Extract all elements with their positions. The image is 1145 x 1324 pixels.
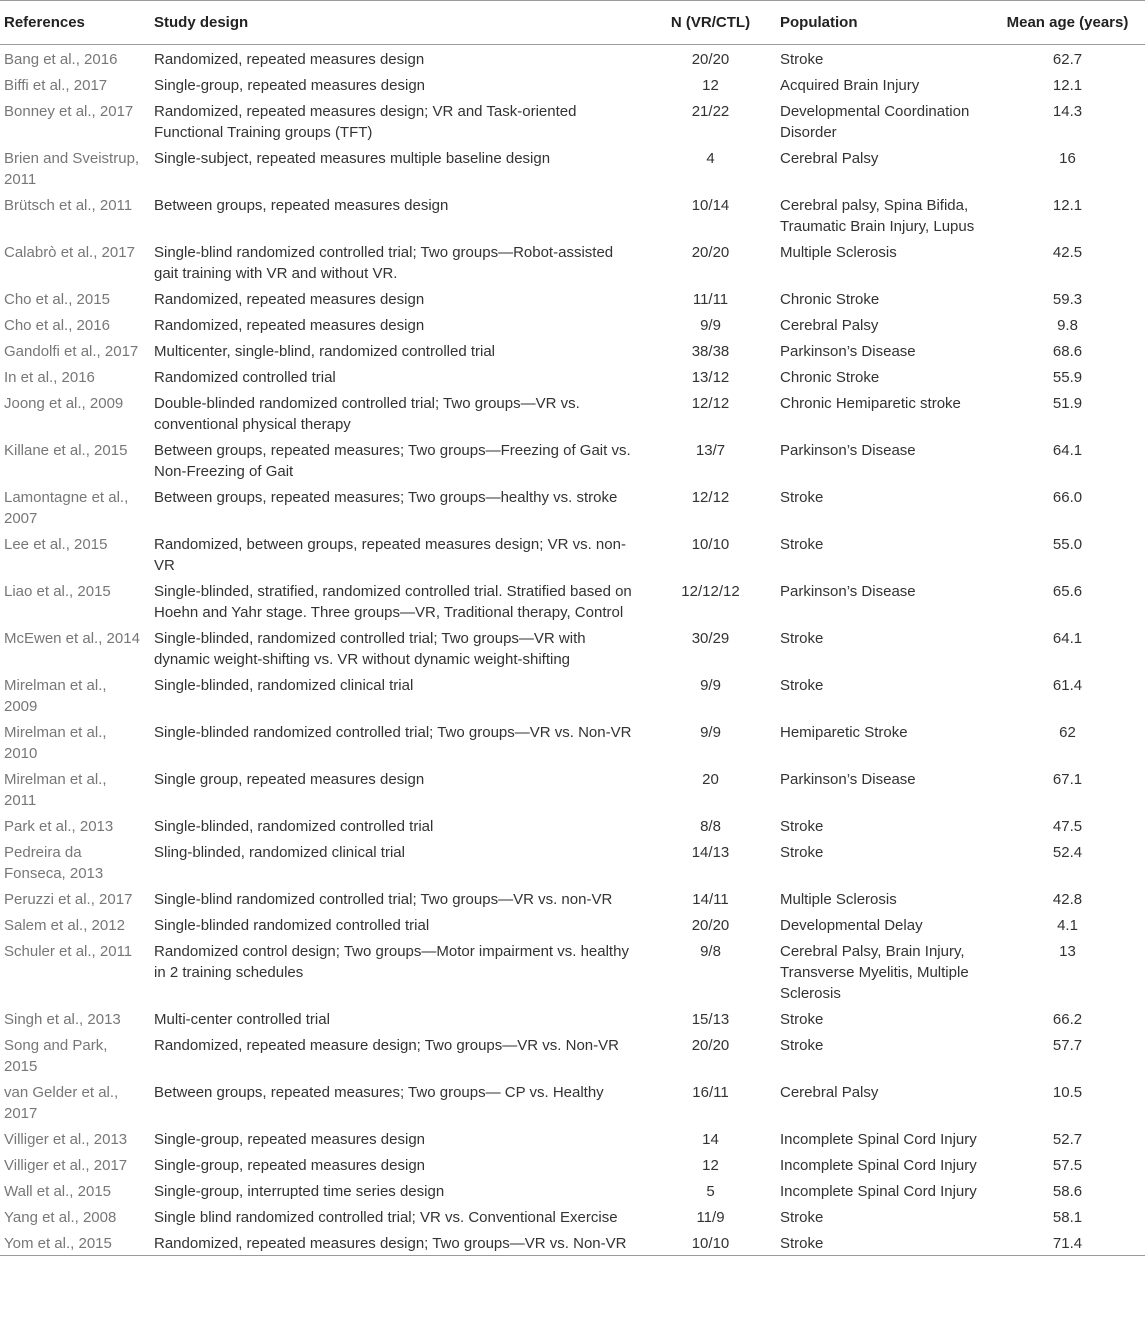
cell-population: Stroke (780, 844, 824, 861)
cell-reference: Cho et al., 2016 (4, 317, 110, 334)
table-row (0, 191, 1145, 238)
cell-reference: Brütsch et al., 2011 (4, 197, 133, 214)
cell-mean-age: 47.5 (1052, 818, 1083, 835)
cell-mean-age: 12.1 (1052, 197, 1083, 214)
cell-n: 16/11 (692, 1084, 729, 1101)
cell-mean-age: 12.1 (1052, 77, 1083, 94)
cell-reference: Villiger et al., 2013 (4, 1131, 128, 1148)
table-row (0, 389, 1145, 436)
cell-mean-age: 64.1 (1052, 630, 1083, 647)
cell-reference: Killane et al., 2015 (4, 442, 128, 459)
cell-study-design: Randomized controlled trial (154, 369, 336, 386)
table-row (0, 911, 1145, 937)
cell-n: 4 (706, 150, 715, 167)
header-mean-age: Mean age (years) (990, 1, 1145, 45)
cell-study-design: Randomized control design; Two groups—Motor impairment vs. healthy in 2 training schedules (154, 943, 629, 981)
cell-n: 14/11 (692, 891, 729, 908)
cell-mean-age: 71.4 (990, 1229, 1145, 1256)
table-row (0, 812, 1145, 838)
cell-population: Cerebral Palsy (780, 1084, 879, 1101)
cell-population: Cerebral Palsy, Brain Injury, Transverse Myelitis, Multiple Sclerosis (780, 943, 969, 1002)
cell-n: 15/13 (691, 1011, 730, 1028)
cell-mean-age: 65.6 (1052, 583, 1083, 600)
cell-reference: Lee et al., 2015 (4, 536, 108, 553)
cell-study-design: Multi-center controlled trial (154, 1011, 330, 1028)
cell-n: 20 (702, 771, 719, 788)
table-row (0, 765, 1145, 812)
cell-population: Incomplete Spinal Cord Injury (780, 1157, 977, 1174)
cell-n: 8/8 (700, 818, 721, 835)
cell-population: Stroke (774, 1229, 990, 1256)
table-row (0, 483, 1145, 530)
cell-population: Developmental Coordination Disorder (780, 103, 970, 141)
cell-mean-age: 52.4 (1052, 844, 1083, 861)
cell-n: 13/12 (691, 369, 730, 386)
cell-n: 20/20 (691, 917, 730, 934)
cell-n: 38/38 (691, 343, 730, 360)
cell-reference: Liao et al., 2015 (4, 583, 111, 600)
header-study-design: Study design (148, 1, 647, 45)
cell-study-design: Single-blinded randomized controlled trial (154, 917, 430, 934)
cell-study-design: Randomized, repeated measures design (154, 51, 425, 68)
cell-reference: Yang et al., 2008 (4, 1209, 117, 1226)
cell-reference: Cho et al., 2015 (4, 291, 110, 308)
table-row (0, 311, 1145, 337)
cell-n: 13/7 (695, 442, 726, 459)
cell-study-design: Single-blinded randomized controlled trial; Two groups—VR vs. Non-VR (154, 724, 632, 741)
cell-mean-age: 66.0 (1052, 489, 1083, 506)
table-row (0, 624, 1145, 671)
cell-n: 9/8 (700, 943, 721, 960)
cell-mean-age: 42.5 (1052, 244, 1083, 261)
cell-n: 21/22 (691, 103, 730, 120)
cell-study-design: Single-blind randomized controlled trial; Two groups—VR vs. non-VR (154, 891, 613, 908)
cell-study-design: Between groups, repeated measures design (154, 197, 449, 214)
cell-reference: Park et al., 2013 (4, 818, 114, 835)
cell-study-design: Between groups, repeated measures; Two groups—healthy vs. stroke (154, 489, 618, 506)
cell-reference: Pedreira da Fonseca, 2013 (4, 844, 104, 882)
cell-population: Cerebral palsy, Spina Bifida, Traumatic Brain Injury, Lupus (780, 197, 975, 235)
cell-reference: Song and Park, 2015 (4, 1037, 108, 1075)
table-row (0, 45, 1145, 72)
cell-study-design: Single-blinded, stratified, randomized controlled trial. Stratified based on Hoehn and Yahr stage. Three groups—VR, Traditional therapy, Control (154, 583, 632, 621)
table-row (0, 885, 1145, 911)
cell-study-design: Single-blinded, randomized clinical trial (154, 677, 414, 694)
cell-reference: Salem et al., 2012 (4, 917, 125, 934)
cell-n: 11/9 (696, 1209, 725, 1226)
cell-n: 14 (702, 1131, 719, 1148)
cell-reference: Bonney et al., 2017 (4, 103, 134, 120)
cell-reference: Lamontagne et al., 2007 (4, 489, 129, 527)
table-row (0, 1177, 1145, 1203)
cell-n: 12 (702, 1157, 719, 1174)
cell-study-design: Single-blind randomized controlled trial; Two groups—Robot-assisted gait training with VR and without VR. (154, 244, 614, 282)
cell-study-design: Single blind randomized controlled trial; VR vs. Conventional Exercise (154, 1209, 618, 1226)
cell-n: 12/12/12 (681, 583, 740, 600)
cell-population: Stroke (780, 1037, 824, 1054)
cell-reference: Peruzzi et al., 2017 (4, 891, 133, 908)
cell-n: 9/9 (700, 317, 721, 334)
cell-n: 14/13 (691, 844, 730, 861)
cell-mean-age: 10.5 (1052, 1084, 1083, 1101)
table-header (0, 1, 1145, 45)
cell-study-design: Randomized, repeated measure design; Two groups—VR vs. Non-VR (154, 1037, 619, 1054)
cell-study-design: Multicenter, single-blind, randomized controlled trial (154, 343, 496, 360)
cell-population: Stroke (780, 51, 824, 68)
cell-population: Acquired Brain Injury (780, 77, 920, 94)
table-row (0, 337, 1145, 363)
cell-population: Stroke (780, 677, 824, 694)
cell-population: Parkinson’s Disease (780, 442, 916, 459)
header-n: N (VR/CTL) (647, 1, 774, 45)
cell-study-design: Between groups, repeated measures; Two groups—Freezing of Gait vs. Non-Freezing of Gait (154, 442, 631, 480)
cell-population: Cerebral Palsy (780, 150, 879, 167)
cell-mean-age: 4.1 (1057, 917, 1078, 934)
cell-reference: Biffi et al., 2017 (4, 77, 108, 94)
cell-study-design: Single-group, interrupted time series design (154, 1183, 445, 1200)
cell-n: 5 (706, 1183, 715, 1200)
cell-population: Parkinson’s Disease (780, 583, 916, 600)
table-row (0, 436, 1145, 483)
cell-mean-age: 66.2 (1052, 1011, 1083, 1028)
cell-population: Incomplete Spinal Cord Injury (780, 1183, 977, 1200)
cell-population: Multiple Sclerosis (780, 244, 897, 261)
header-population: Population (774, 1, 990, 45)
cell-mean-age: 68.6 (1052, 343, 1083, 360)
cell-population: Parkinson’s Disease (780, 343, 916, 360)
cell-n: 30/29 (691, 630, 730, 647)
cell-n: 10/10 (691, 536, 730, 553)
cell-reference: van Gelder et al., 2017 (4, 1084, 119, 1122)
cell-reference: Calabrò et al., 2017 (4, 244, 135, 261)
table-row (0, 838, 1145, 885)
cell-mean-age: 58.6 (1052, 1183, 1083, 1200)
cell-population: Multiple Sclerosis (780, 891, 897, 908)
cell-mean-age: 58.1 (1052, 1209, 1083, 1226)
cell-population: Stroke (780, 630, 824, 647)
cell-study-design: Randomized, repeated measures design; VR and Task-oriented Functional Training groups (TFT) (154, 103, 577, 141)
cell-reference: Bang et al., 2016 (4, 51, 118, 68)
cell-reference: Gandolfi et al., 2017 (4, 343, 139, 360)
cell-population: Stroke (780, 1209, 824, 1226)
cell-n: 12 (702, 77, 719, 94)
cell-reference: McEwen et al., 2014 (4, 630, 140, 647)
cell-study-design: Single-group, repeated measures design (154, 1157, 426, 1174)
cell-study-design: Single-blinded, randomized controlled trial; Two groups—VR with dynamic weight-shifting vs. VR without dynamic weight-shifting (154, 630, 586, 668)
cell-study-design: Randomized, repeated measures design (154, 291, 425, 308)
cell-mean-age: 62 (1059, 724, 1076, 741)
cell-mean-age: 67.1 (1052, 771, 1083, 788)
cell-n: 10/10 (647, 1229, 774, 1256)
cell-reference: Yom et al., 2015 (0, 1229, 148, 1256)
table-row (0, 238, 1145, 285)
table-row (0, 1078, 1145, 1125)
cell-reference: Wall et al., 2015 (4, 1183, 111, 1200)
cell-population: Developmental Delay (780, 917, 923, 934)
cell-study-design: Single group, repeated measures design (154, 771, 425, 788)
cell-mean-age: 51.9 (1052, 395, 1083, 412)
cell-study-design: Single-group, repeated measures design (154, 77, 426, 94)
cell-mean-age: 64.1 (1052, 442, 1083, 459)
cell-mean-age: 14.3 (1052, 103, 1083, 120)
table-row (0, 144, 1145, 191)
cell-study-design: Between groups, repeated measures; Two groups— CP vs. Healthy (154, 1084, 604, 1101)
table-row (0, 97, 1145, 144)
table-row (0, 530, 1145, 577)
cell-n: 20/20 (691, 1037, 730, 1054)
cell-mean-age: 55.9 (1052, 369, 1083, 386)
cell-reference: Mirelman et al., 2010 (4, 724, 107, 762)
table-row (0, 71, 1145, 97)
cell-population: Incomplete Spinal Cord Injury (780, 1131, 977, 1148)
cell-mean-age: 57.7 (1052, 1037, 1083, 1054)
cell-mean-age: 13 (1059, 943, 1076, 960)
cell-mean-age: 9.8 (1057, 317, 1078, 334)
cell-study-design: Single-subject, repeated measures multiple baseline design (154, 150, 551, 167)
cell-mean-age: 52.7 (1052, 1131, 1083, 1148)
table-body (0, 45, 1145, 1256)
cell-population: Stroke (780, 818, 824, 835)
cell-study-design: Single-blinded, randomized controlled trial (154, 818, 434, 835)
cell-population: Chronic Hemiparetic stroke (780, 395, 961, 412)
cell-study-design: Randomized, between groups, repeated measures design; VR vs. non-VR (154, 536, 626, 574)
table-row (0, 1125, 1145, 1151)
table-row (0, 285, 1145, 311)
cell-n: 9/9 (700, 677, 721, 694)
cell-mean-age: 61.4 (1052, 677, 1083, 694)
cell-reference: Brien and Sveistrup, 2011 (4, 150, 140, 188)
cell-n: 12/12 (691, 489, 730, 506)
table-row (0, 937, 1145, 1005)
cell-mean-age: 55.0 (1052, 536, 1083, 553)
cell-study-design: Randomized, repeated measures design; Two groups—VR vs. Non-VR (148, 1229, 647, 1256)
table-row (0, 1229, 1145, 1256)
cell-study-design: Double-blinded randomized controlled trial; Two groups—VR vs. conventional physical therapy (154, 395, 580, 433)
table-row (0, 1005, 1145, 1031)
cell-n: 11/11 (692, 291, 729, 308)
cell-population: Chronic Stroke (780, 369, 880, 386)
header-row (0, 1, 1145, 45)
cell-study-design: Randomized, repeated measures design (154, 317, 425, 334)
cell-mean-age: 62.7 (1052, 51, 1083, 68)
cell-population: Parkinson’s Disease (780, 771, 916, 788)
cell-n: 10/14 (691, 197, 730, 214)
cell-study-design: Single-group, repeated measures design (154, 1131, 426, 1148)
cell-mean-age: 57.5 (1052, 1157, 1083, 1174)
cell-n: 20/20 (691, 51, 730, 68)
table-row (0, 718, 1145, 765)
cell-population: Hemiparetic Stroke (780, 724, 908, 741)
table-row (0, 363, 1145, 389)
cell-reference: Schuler et al., 2011 (4, 943, 133, 960)
cell-mean-age: 42.8 (1052, 891, 1083, 908)
cell-reference: Mirelman et al., 2009 (4, 677, 107, 715)
cell-reference: In et al., 2016 (4, 369, 95, 386)
cell-reference: Joong et al., 2009 (4, 395, 124, 412)
cell-mean-age: 16 (1059, 150, 1076, 167)
cell-population: Stroke (780, 1011, 824, 1028)
cell-n: 20/20 (691, 244, 730, 261)
table-row (0, 1151, 1145, 1177)
table-row (0, 671, 1145, 718)
table-row (0, 1031, 1145, 1078)
cell-reference: Mirelman et al., 2011 (4, 771, 107, 809)
header-references: References (0, 1, 148, 45)
cell-population: Cerebral Palsy (780, 317, 879, 334)
table-row (0, 577, 1145, 624)
cell-n: 12/12 (691, 395, 730, 412)
cell-population: Stroke (780, 536, 824, 553)
cell-population: Chronic Stroke (780, 291, 880, 308)
cell-mean-age: 59.3 (1052, 291, 1083, 308)
cell-n: 9/9 (700, 724, 721, 741)
table-row (0, 1203, 1145, 1229)
cell-population: Stroke (780, 489, 824, 506)
cell-reference: Villiger et al., 2017 (4, 1157, 128, 1174)
cell-reference: Singh et al., 2013 (4, 1011, 121, 1028)
cell-study-design: Sling-blinded, randomized clinical trial (154, 844, 405, 861)
